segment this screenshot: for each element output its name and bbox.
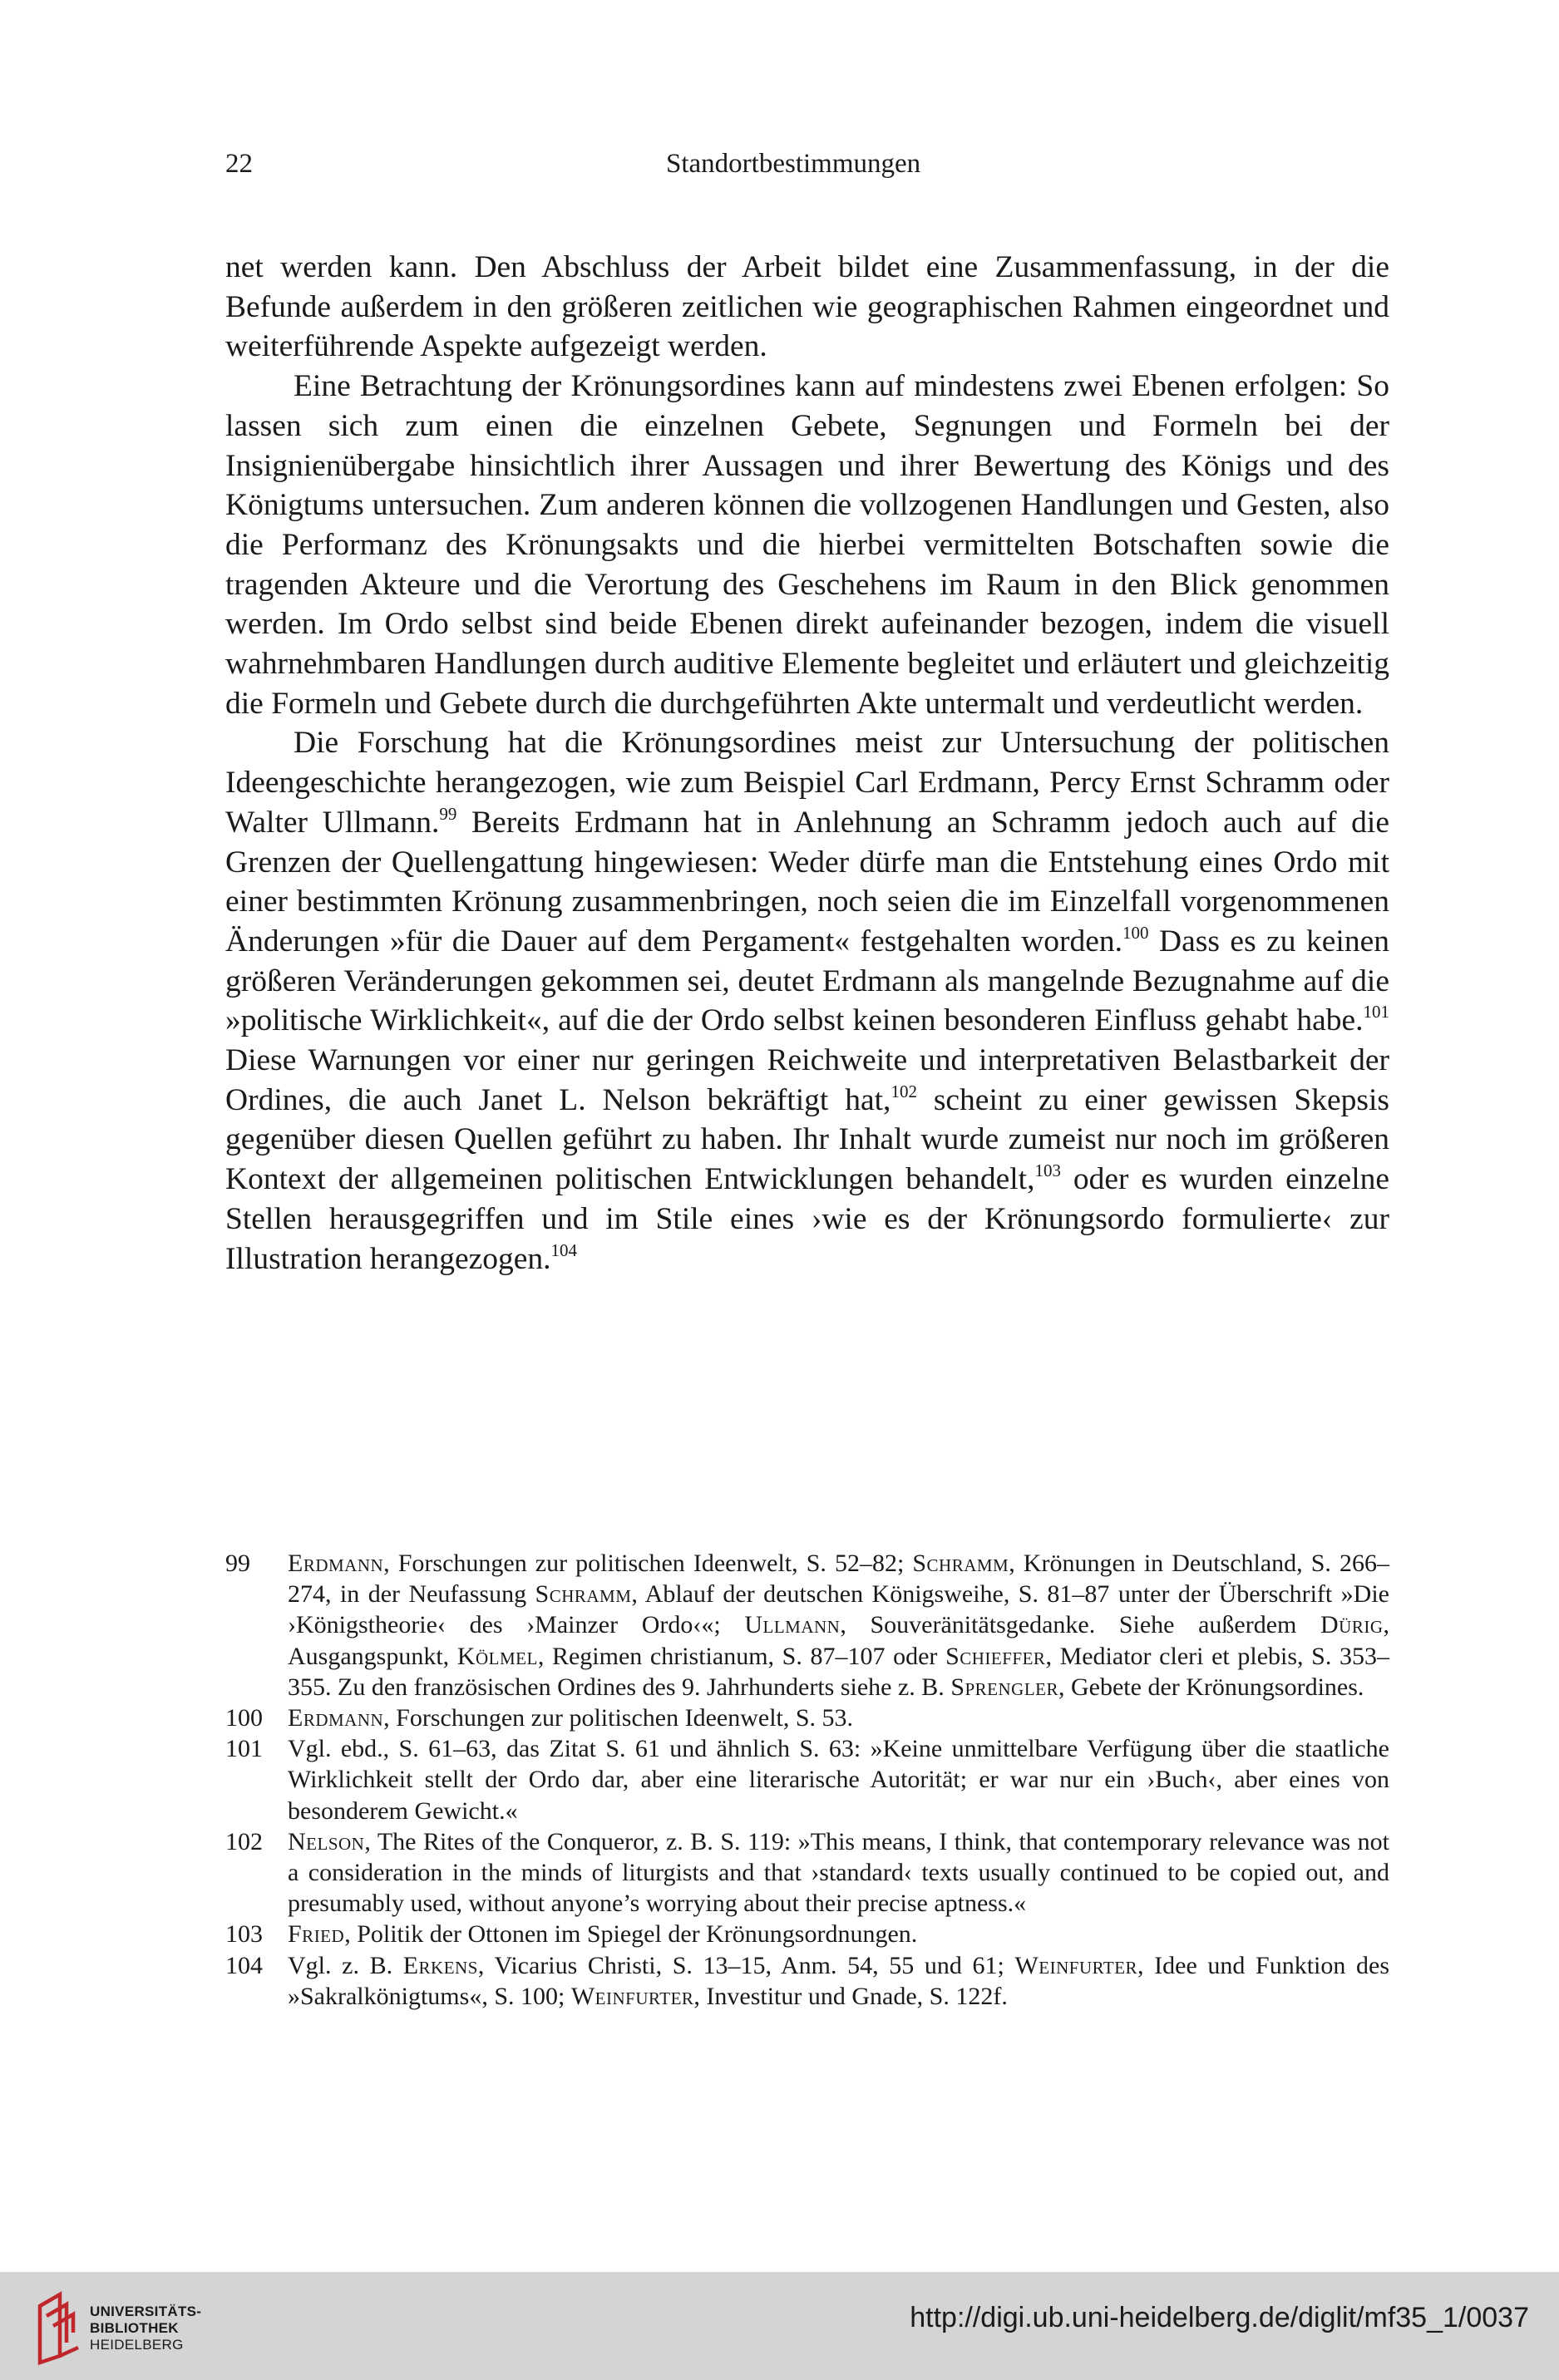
- paragraph-3-text: Dass es zu keinen größeren Veränderungen gekommen sei, deutet Erdmann als mangelnde Bezugnahme auf die »politische Wirklichkeit«, auf die der Ordo selbst keinen besonderen Einfluss gehabt habe.: [225, 924, 1389, 1038]
- author-name: Schramm: [535, 1580, 632, 1609]
- logo-line-3: HEIDELBERG: [90, 2337, 184, 2353]
- footnote-text: , Investitur und Gnade, S. 122f.: [693, 1982, 1008, 2010]
- library-logo[interactable]: [35, 2283, 251, 2366]
- footnote-text: , Vicarius Christi, S. 13–15, Anm. 54, 55 und 61;: [477, 1951, 1015, 1979]
- footnote-104: [225, 1950, 1389, 2012]
- logo-line-2: BIBLIOTHEK: [90, 2320, 179, 2336]
- author-name: Weinfurter: [1014, 1951, 1138, 1979]
- footnote-99: [225, 1548, 1389, 1702]
- footnote-ref-104[interactable]: 104: [550, 1239, 578, 1260]
- footnote-number: 101: [225, 1735, 263, 1763]
- footnote-text: , The Rites of the Conqueror, z. B. S. 119: »This means, I think, that contemporary relevance was not a consideration in the minds of liturgists and that ›standard‹ texts usually continued to be copied out, and presumably used, without anyone’s worrying about their precise aptness.«: [288, 1827, 1389, 1918]
- footnote-text: , Regimen christianum, S. 87–107 oder: [537, 1642, 946, 1670]
- footnote-text: Vgl. z. B.: [288, 1951, 403, 1979]
- footnote-text: , Krönungen in Deutschland, S. 266–274, in der Neufassung: [288, 1550, 1389, 1609]
- main-text: [225, 248, 1389, 1279]
- author-name: Ullmann: [744, 1611, 841, 1639]
- paragraph-3-text: Diese Warnungen vor einer nur geringen Reichweite und interpretativen Belastbarkeit der Ordines, die auch Janet L. Nelson bekräftigt hat,: [225, 1043, 1389, 1117]
- paragraph-3-text: Bereits Erdmann hat in Anlehnung an Schramm jedoch auch auf die Grenzen der Quellengattung hingewiesen: Weder dürfe man die Entstehung eines Ordo mit einer bestimmten Krönung zusammenbringen, noch seien die im Einzelfall vorgenommenen Änderungen »für die Dauer auf dem Pergament« festgehalten worden.: [225, 805, 1389, 958]
- footnote-number: 99: [225, 1550, 250, 1577]
- paragraph-3-text: scheint zu einer gewissen Skepsis gegenüber diesen Quellen geführt zu haben. Ihr Inhalt wurde zumeist nur noch im größeren Kontext der allgemeinen politischen Entwicklungen behandelt,: [225, 1082, 1390, 1197]
- author-name: Erdmann: [288, 1704, 384, 1732]
- author-name: Weinfurter: [570, 1982, 694, 2010]
- author-name: Schramm: [912, 1550, 1009, 1577]
- footnote-text: , Politik der Ottonen im Spiegel der Krönungsordnungen.: [344, 1920, 918, 1949]
- paragraph-2: Eine Betrachtung der Krönungsordines kann auf mindestens zwei Ebenen erfolgen: So lassen sich zum einen die einzelnen Gebete, Segnungen und Formeln bei der Insignienübergabe hinsichtlich ihrer Aussagen und ihrer Bewertung des Königs und des Königtums untersuchen. Zum anderen können die vollzogenen Handlungen und Gesten, also die Performanz des Krönungsakts und die hierbei vermittelten Botschaften sowie die tragenden Akteure und die Verortung des Geschehens im Raum in den Blick genommen werden. Im Ordo selbst sind beide Ebenen direkt aufeinander bezogen, indem die visuell wahrnehmbaren Handlungen durch auditive Elemente begleitet und erläutert und gleichzeitig die Formeln und Gebete durch die durchgeführten Akte untermalt und verdeutlicht werden.: [225, 369, 1389, 721]
- paragraph-3-text: oder es wurden einzelne Stellen herausgegriffen und im Stile eines ›wie es der Krönungsordo formulierte‹ zur Illustration herangezogen.: [225, 1162, 1390, 1276]
- footnote-101: [225, 1733, 1389, 1826]
- library-logo-icon: [35, 2283, 85, 2366]
- footnote-text: Vgl. ebd., S. 61–63, das Zitat S. 61 und ähnlich S. 63: »Keine unmittelbare Verfügung über die staatliche Wirklichkeit stellt der Ordo dar, aber eine literarische Autorität; er war nur ein ›Buch‹, aber eines von besonderem Gewicht.«: [288, 1735, 1389, 1825]
- footnote-text: , Ausgangspunkt,: [288, 1611, 1389, 1670]
- source-url-link[interactable]: http://digi.ub.uni-heidelberg.de/diglit/mf35_1/0037: [910, 2302, 1529, 2333]
- author-name: Sprengler: [950, 1673, 1059, 1701]
- author-name: Nelson: [288, 1827, 365, 1855]
- paragraph-3-text: Die Forschung hat die Krönungsordines meist zur Untersuchung der politischen Ideengeschichte herangezogen, wie zum Beispiel Carl Erdmann, Percy Ernst Schramm oder Walter Ullmann.: [225, 726, 1389, 840]
- footnote-text: , Mediator cleri et plebis, S. 353–355. Zu den französischen Ordines des 9. Jahrhunderts siehe z. B.: [288, 1642, 1389, 1701]
- author-name: Erdmann: [288, 1550, 384, 1577]
- author-name: Schieffer: [945, 1642, 1046, 1670]
- footnote-number: 104: [225, 1951, 263, 1979]
- logo-line-1: UNIVERSITÄTS-: [90, 2304, 202, 2319]
- footnote-ref-100[interactable]: 100: [1122, 922, 1149, 943]
- author-name: Dürig: [1320, 1611, 1384, 1639]
- paragraph-1: net werden kann. Den Abschluss der Arbeit bildet eine Zusammenfassung, in der die Befunde außerdem in den größeren zeitlichen wie geographischen Rahmen eingeordnet und weiterführende Aspekte aufgezeigt werden.: [225, 250, 1389, 364]
- digitization-footer: [0, 2272, 1559, 2380]
- footnote-text: , Idee und Funktion des »Sakralkönigtums«, S. 100;: [288, 1951, 1389, 2010]
- footnote-number: 100: [225, 1704, 263, 1732]
- page-number: 22: [225, 149, 253, 179]
- footnote-text: , Forschungen zur politischen Ideenwelt, S. 53.: [383, 1704, 854, 1732]
- library-logo-text: [90, 2304, 201, 2353]
- footnote-ref-99[interactable]: 99: [439, 803, 457, 824]
- footnote-100: [225, 1702, 1389, 1733]
- footnote-ref-102[interactable]: 102: [891, 1081, 917, 1101]
- author-name: Kölmel: [456, 1642, 538, 1670]
- author-name: Erkens: [402, 1951, 478, 1979]
- running-head: [225, 143, 1389, 185]
- footnote-number: 102: [225, 1827, 263, 1855]
- footnotes-section: [225, 1548, 1389, 2012]
- footnote-103: [225, 1919, 1389, 1949]
- footnote-text: , Forschungen zur politischen Ideenwelt, S. 52–82;: [383, 1550, 913, 1577]
- footnote-number: 103: [225, 1920, 263, 1949]
- footnote-ref-101[interactable]: 101: [1363, 1002, 1389, 1022]
- footnote-text: , Ablauf der deutschen Königsweihe, S. 81–87 unter der Überschrift »Die ›Königstheorie‹ des ›Mainzer Ordo‹«;: [288, 1580, 1389, 1639]
- paragraph-3: [225, 723, 1389, 1279]
- footnote-text: , Souveränitätsgedanke. Siehe außerdem: [840, 1611, 1320, 1639]
- author-name: Fried: [288, 1920, 345, 1949]
- footnote-text: , Gebete der Krönungsordines.: [1058, 1673, 1364, 1701]
- footnote-102: [225, 1826, 1389, 1919]
- running-title: Standortbestimmungen: [666, 149, 921, 179]
- footnote-ref-103[interactable]: 103: [1034, 1160, 1061, 1181]
